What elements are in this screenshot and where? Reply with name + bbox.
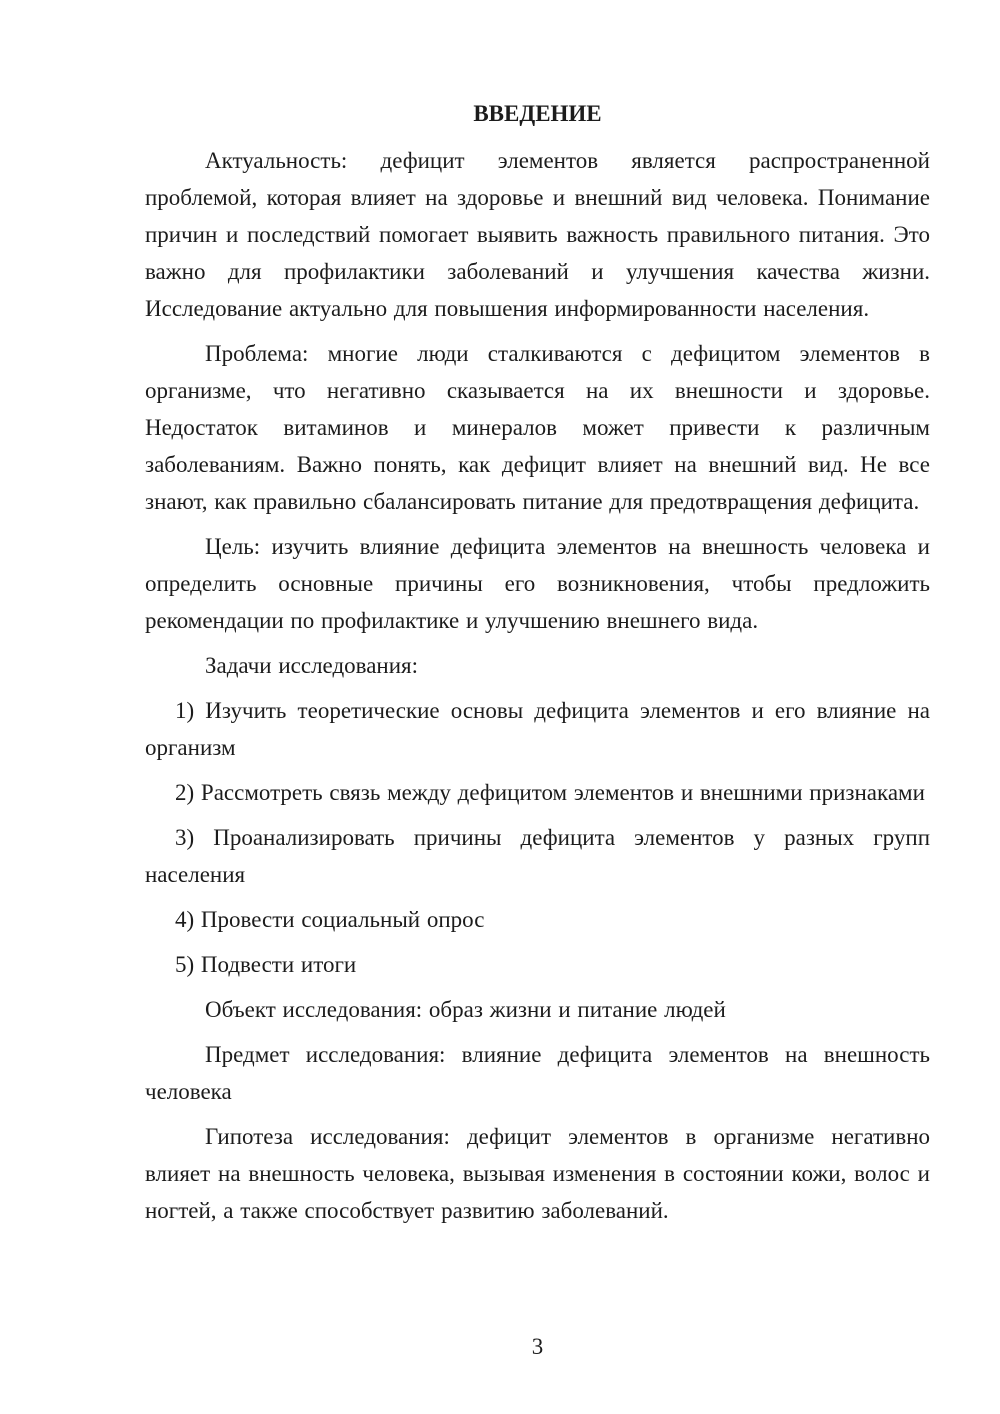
paragraph-tasks-heading: Задачи исследования: [205,653,419,678]
paragraph-relevance: Актуальность: дефицит элементов является распространенной проблемой, которая влияет на здоровье и внешний вид человека. Понимание причин и последствий помогает выявить важность правильного питания. Это важно для профилактики заболеваний и улучшения качества жизни. Исследование актуально для повышения информированности населения. [145,148,930,321]
task-item-1: 1) Изучить теоретические основы дефицита элементов и его влияние на организм [145,698,930,760]
task-item-5: 5) Подвести итоги [175,952,357,977]
task-item-2: 2) Рассмотреть связь между дефицитом элементов и внешними признаками [175,780,925,805]
paragraph-hypothesis: Гипотеза исследования: дефицит элементов в организме негативно влияет на внешность человека, вызывая изменения в состоянии кожи, волос и ногтей, а также способствует развитию заболеваний. [145,1124,930,1223]
task-item-4: 4) Провести социальный опрос [175,907,485,932]
task-item-3: 3) Проанализировать причины дефицита элементов у разных групп населения [145,825,930,887]
paragraph-goal: Цель: изучить влияние дефицита элементов на внешность человека и определить основные причины его возникновения, чтобы предложить рекомендации по профилактике и улучшению внешнего вида. [145,534,930,633]
paragraph-object: Объект исследования: образ жизни и питание людей [205,997,726,1022]
paragraph-subject: Предмет исследования: влияние дефицита элементов на внешность человека [145,1042,930,1104]
page-title: ВВЕДЕНИЕ [473,101,602,126]
page-number: 3 [531,1334,544,1359]
paragraph-problem: Проблема: многие люди сталкиваются с дефицитом элементов в организме, что негативно сказывается на их внешности и здоровье. Недостаток витаминов и минералов может привести к различным заболеваниям. Важно понять, как дефицит влияет на внешний вид. Не все знают, как правильно сбалансировать питание для предотвращения дефицита. [145,341,930,514]
